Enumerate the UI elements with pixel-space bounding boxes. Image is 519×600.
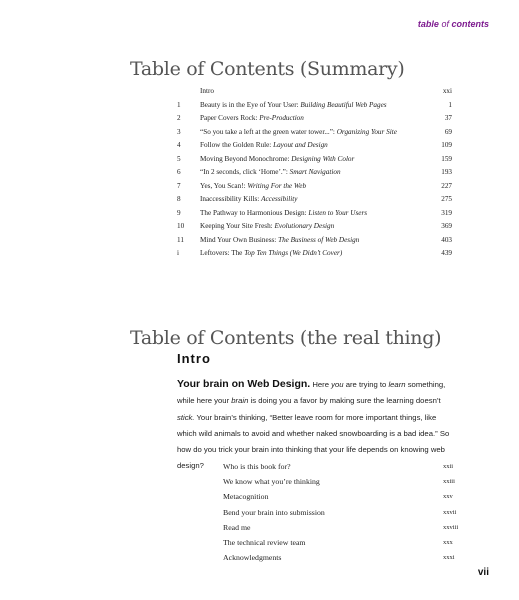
toc-chapter-title — [200, 153, 422, 167]
toc-chapter-number: 6 — [177, 168, 181, 176]
toc-chapter-title — [200, 247, 422, 261]
toc-page-number: 159 — [441, 154, 452, 163]
toc-row — [177, 193, 452, 207]
toc-chapter-subtitle: Writing For the Web — [247, 181, 307, 190]
intro-lead: Your brain on Web Design. — [177, 378, 311, 390]
intro-heading: Intro — [177, 351, 211, 366]
intro-toc-list — [223, 459, 463, 565]
toc-row — [177, 220, 452, 234]
toc-chapter-subtitle: Top Ten Things (We Didn’t Cover) — [244, 249, 343, 257]
toc-page-number: xxv — [443, 493, 453, 501]
toc-chapter-main: Paper Covers Rock: — [200, 114, 260, 122]
toc-chapter-number: 2 — [177, 114, 181, 122]
toc-chapter-main: “So you take a left at the green water tower...”: — [200, 127, 337, 136]
toc-chapter-main: Keeping Your Site Fresh: — [200, 222, 275, 230]
toc-page-number: xxii — [443, 463, 454, 470]
toc-section-title: We know what you’re thinking — [223, 477, 320, 487]
toc-chapter-number: 11 — [177, 235, 184, 244]
toc-row — [223, 535, 463, 550]
toc-section-title: Bend your brain into submission — [223, 507, 325, 517]
real-toc-title: Table of Contents (the real thing) — [130, 327, 442, 349]
toc-chapter-number: 10 — [177, 222, 185, 230]
toc-row — [177, 247, 452, 261]
toc-page-number: 275 — [441, 195, 452, 203]
toc-chapter-title — [200, 139, 422, 153]
intro-text-1: Here — [312, 380, 332, 389]
toc-page-number: 227 — [441, 181, 452, 190]
toc-chapter-main: Inaccessibility Kills: — [200, 195, 262, 203]
toc-row — [223, 550, 463, 565]
toc-chapter-subtitle: Designing With Color — [291, 154, 355, 163]
intro-text-4: is doing you a favor by making sure the learning doesn’t — [248, 396, 441, 406]
toc-row — [223, 505, 463, 520]
toc-chapter-subtitle: Layout and Design — [273, 141, 328, 149]
toc-row — [177, 207, 452, 221]
toc-row — [177, 166, 452, 180]
toc-chapter-number: 1 — [177, 100, 181, 109]
toc-chapter-number — [177, 85, 200, 99]
toc-page-number: 439 — [441, 249, 452, 257]
toc-chapter-title — [200, 166, 422, 180]
toc-section-title: Acknowledgments — [223, 553, 282, 563]
running-head-word-2: of — [441, 19, 449, 29]
running-head — [418, 19, 489, 29]
toc-row — [223, 489, 463, 504]
intro-italic-4: stick. — [177, 412, 195, 422]
toc-chapter-main: “In 2 seconds, click ‘Home’.”: — [200, 168, 290, 176]
toc-chapter-title — [200, 207, 422, 221]
summary-toc-list — [177, 85, 452, 261]
toc-chapter-title — [200, 234, 422, 248]
toc-row — [177, 99, 452, 113]
toc-chapter-main: Follow the Golden Rule: — [200, 141, 274, 149]
toc-chapter-title — [200, 180, 422, 194]
toc-chapter-subtitle: Listen to Your Users — [308, 208, 368, 217]
toc-row — [177, 112, 452, 126]
summary-title: Table of Contents (Summary) — [130, 58, 405, 80]
toc-chapter-subtitle: Building Beautiful Web Pages — [300, 100, 387, 109]
toc-row — [177, 153, 452, 167]
toc-chapter-subtitle: Organizing Your Site — [336, 127, 397, 136]
toc-chapter-subtitle: Evolutionary Design — [274, 222, 335, 230]
toc-chapter-main: Leftovers: The — [200, 249, 245, 257]
toc-row — [177, 85, 452, 99]
intro-text-5: Your brain’s thinking, “Better leave room for more important things, like which wild animals to avoid and whether naked snowboarding is a bad idea.” So how do you trick your brain into thinking that your life depends on knowing web design? — [177, 412, 450, 471]
toc-row — [223, 474, 463, 489]
toc-chapter-subtitle: The Business of Web Design — [278, 235, 360, 244]
toc-chapter-number: 3 — [177, 127, 181, 136]
toc-chapter-subtitle: Smart Navigation — [289, 168, 341, 176]
toc-page-number: 1 — [448, 100, 452, 109]
toc-chapter-number: i — [177, 249, 179, 257]
toc-page-number: 403 — [441, 235, 452, 244]
toc-chapter-subtitle: Accessibility — [261, 195, 298, 203]
toc-chapter-main: Moving Beyond Monochrome: — [200, 154, 292, 163]
toc-page-number: 69 — [444, 127, 452, 136]
intro-italic-1: you — [331, 380, 344, 389]
toc-page-number: xxiii — [443, 478, 455, 486]
toc-chapter-number: 7 — [177, 181, 181, 190]
toc-page-number: 319 — [441, 208, 452, 217]
toc-row — [177, 126, 452, 140]
toc-page-number: xxi — [442, 87, 452, 95]
toc-page-number: 369 — [441, 222, 452, 230]
toc-page-number: 37 — [444, 114, 452, 122]
toc-chapter-title — [200, 112, 422, 126]
toc-row — [177, 180, 452, 194]
toc-chapter-main: Yes, You Scan!: — [200, 181, 248, 190]
toc-row — [177, 139, 452, 153]
toc-section-title: Who is this book for? — [223, 462, 291, 471]
toc-row — [177, 234, 452, 248]
toc-chapter-title — [200, 99, 422, 113]
toc-chapter-main: The Pathway to Harmonious Design: — [200, 208, 309, 217]
toc-chapter-main: Beauty is in the Eye of Your User: — [200, 100, 301, 109]
toc-chapter-title — [200, 193, 422, 207]
toc-page-number: 193 — [441, 168, 452, 176]
toc-chapter-main: Mind Your Own Business: — [200, 235, 279, 244]
intro-italic-2: learn — [388, 380, 406, 389]
toc-chapter-number: 9 — [177, 208, 181, 217]
toc-chapter-main: Intro — [200, 87, 214, 95]
toc-chapter-title — [200, 126, 422, 140]
toc-page-number: 109 — [441, 141, 452, 149]
toc-row — [223, 459, 463, 474]
toc-page-number: xxx — [443, 538, 453, 546]
toc-section-title: The technical review team — [223, 537, 306, 547]
toc-chapter-subtitle: Pre-Production — [259, 114, 304, 122]
intro-text-2: are trying to — [343, 380, 389, 389]
toc-chapter-title — [200, 85, 422, 99]
toc-chapter-title — [200, 220, 422, 234]
toc-page-number: xxxi — [443, 554, 455, 562]
toc-page-number: xxviii — [443, 523, 459, 531]
page-number: vii — [477, 567, 489, 578]
intro-text-3: something, while here your — [177, 380, 446, 406]
toc-chapter-number: 4 — [177, 141, 181, 149]
toc-section-title: Metacognition — [223, 492, 269, 502]
running-head-word-3: contents — [451, 19, 489, 29]
toc-chapter-number: 8 — [177, 195, 181, 203]
toc-page-number: xxvii — [443, 508, 457, 516]
toc-chapter-number: 5 — [177, 154, 181, 163]
intro-italic-3: brain — [231, 396, 249, 406]
toc-section-title: Read me — [223, 522, 251, 532]
running-head-word-1: table — [417, 19, 439, 29]
toc-row — [223, 520, 463, 535]
